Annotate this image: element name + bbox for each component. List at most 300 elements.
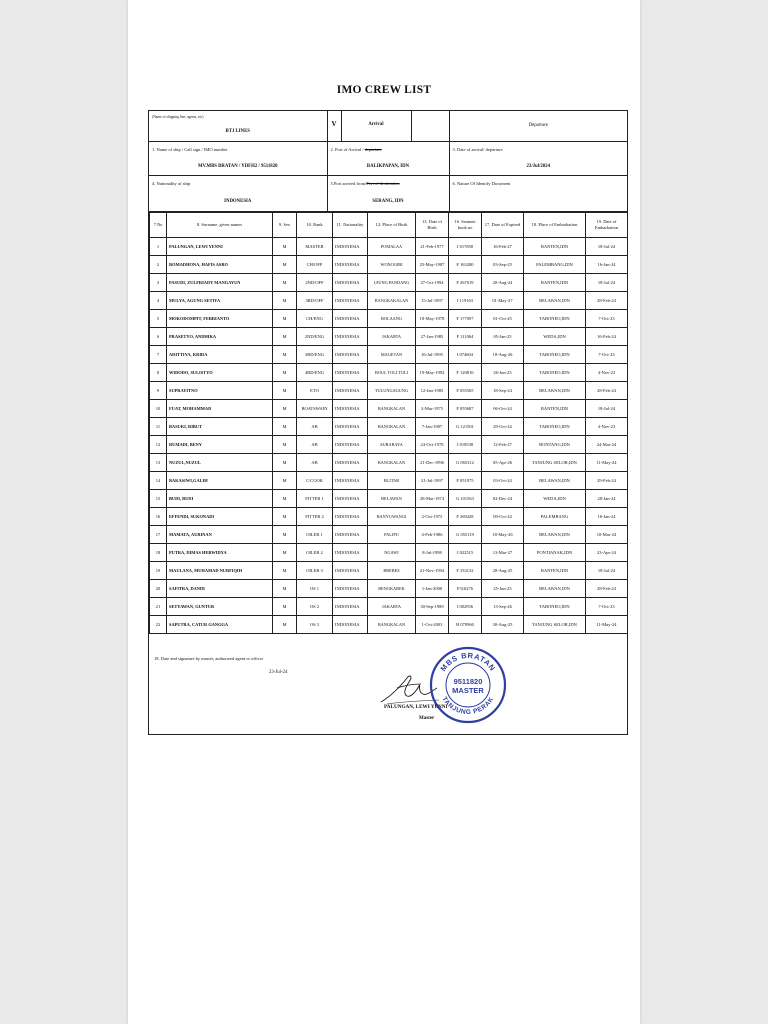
crew-place-of-birth: BANYUWANGI — [368, 508, 416, 526]
crew-book-expiry: 05-Jan-25 — [482, 328, 524, 346]
master-stamp — [429, 646, 507, 724]
crew-nationality: INDONESIA — [333, 364, 368, 382]
crew-sex: M — [273, 256, 297, 274]
crew-seamen-book: F 120816 — [449, 364, 482, 382]
crew-seamen-book: J 022515 — [449, 544, 482, 562]
crew-name: RUMADI, BENY — [167, 436, 273, 454]
row-number: 17 — [150, 526, 167, 544]
crew-seamen-book: F 177097 — [449, 310, 482, 328]
crew-name: MAMATA, AURINAN — [167, 526, 273, 544]
crew-embarkation-date: 11-May-24 — [586, 454, 628, 472]
table-row — [150, 562, 628, 580]
stamp-port-text: TANJUNG PERAK — [440, 695, 496, 717]
row-number: 11 — [150, 418, 167, 436]
crew-book-expiry: 05-Apr-26 — [482, 454, 524, 472]
crew-place-of-birth: JAKARTA — [368, 328, 416, 346]
row-number: 4 — [150, 292, 167, 310]
crew-embarkation-date: 28-Feb-24 — [586, 382, 628, 400]
crew-rank: OS 3 — [297, 616, 333, 634]
crew-date-of-birth: 2-Oct-1975 — [416, 508, 449, 526]
crew-nationality: INDONESIA — [333, 436, 368, 454]
crew-rank: AB — [297, 436, 333, 454]
crew-sex: M — [273, 364, 297, 382]
crew-sex: M — [273, 238, 297, 256]
crew-nationality: INDONESIA — [333, 472, 368, 490]
agent-hint: (Name of shipping line, agents, etc) — [152, 115, 204, 119]
crew-date-of-birth: 19-May-1992 — [416, 364, 449, 382]
column-header: 12. Place of Birth — [368, 213, 416, 238]
port-label: 2. Port of Arrival / departure — [330, 146, 382, 152]
crew-nationality: INDONESIA — [333, 616, 368, 634]
crew-date-of-birth: 21-Nov-1994 — [416, 562, 449, 580]
crew-book-expiry: 18-Aug-26 — [482, 346, 524, 364]
crew-book-expiry: 29-Oct-24 — [482, 418, 524, 436]
column-header: 13. Date of Birth — [416, 213, 449, 238]
crew-embarkation-date: 18-Jul-24 — [586, 238, 628, 256]
crew-place-of-birth: BANGKALAN — [368, 454, 416, 472]
crew-embarkation-place: BELAWAN,IDN — [524, 382, 586, 400]
crew-book-expiry: 13-Mar-27 — [482, 544, 524, 562]
crew-embarkation-date: 24-Mar-24 — [586, 436, 628, 454]
svg-text:TANJUNG PERAK — [440, 696, 495, 716]
row-number: 19 — [150, 562, 167, 580]
crew-name: BUDI, BUDI — [167, 490, 273, 508]
row-number: 8 — [150, 364, 167, 382]
crew-seamen-book: I 002956 — [449, 598, 482, 616]
crew-rank: 3RD/OFF — [297, 292, 333, 310]
table-row — [150, 616, 628, 634]
crew-book-expiry: 18-May-26 — [482, 526, 524, 544]
crew-sex: M — [273, 310, 297, 328]
signer-role: Master — [419, 716, 435, 721]
crew-sex: M — [273, 274, 297, 292]
table-row — [150, 598, 628, 616]
crew-embarkation-place: BANTEN,IDN — [524, 400, 586, 418]
crew-nationality: INDONESIA — [333, 580, 368, 598]
crew-date-of-birth: 12-Jan-1985 — [416, 382, 449, 400]
crew-embarkation-date: 11-May-24 — [586, 616, 628, 634]
crew-book-expiry: 30-Aug-25 — [482, 616, 524, 634]
crew-name: PRASETYO, ANDHIKA — [167, 328, 273, 346]
crew-date-of-birth: 18-May-1978 — [416, 310, 449, 328]
crew-name: SUPRAYITNO — [167, 382, 273, 400]
crew-rank: 2ND/ENG — [297, 328, 333, 346]
crew-book-expiry: 28-Aug-25 — [482, 562, 524, 580]
stamp-ship-text: MBS BRATAN — [438, 650, 498, 673]
crew-rank: 2ND/OFF — [297, 274, 333, 292]
crew-sex: M — [273, 580, 297, 598]
table-row — [150, 292, 628, 310]
row-number: 18 — [150, 544, 167, 562]
crew-seamen-book: F 055565 — [449, 382, 482, 400]
table-row — [150, 526, 628, 544]
row-number: 10 — [150, 400, 167, 418]
crew-nationality: INDONESIA — [333, 400, 368, 418]
crew-embarkation-date: 4-Nov-23 — [586, 418, 628, 436]
column-header: 10. Rank — [297, 213, 333, 238]
crew-nationality: INDONESIA — [333, 328, 368, 346]
table-row — [150, 238, 628, 256]
crew-date-of-birth: 2-Mar-1975 — [416, 400, 449, 418]
crew-nationality: INDONESIA — [333, 238, 368, 256]
crew-embarkation-place: TABONEO,IDN — [524, 364, 586, 382]
crew-nationality: INDONESIA — [333, 490, 368, 508]
crew-nationality: INDONESIA — [333, 310, 368, 328]
arrival-check-cell — [327, 111, 341, 141]
crew-seamen-book: F 055687 — [449, 400, 482, 418]
crew-rank: FITTER 1 — [297, 490, 333, 508]
crew-place-of-birth: TULUNGAGUNG — [368, 382, 416, 400]
nationality-value: INDONESIA — [224, 198, 252, 204]
crew-rank: CH/OFF — [297, 256, 333, 274]
crew-place-of-birth: BANGKALAN — [368, 616, 416, 634]
crew-nationality: INDONESIA — [333, 418, 368, 436]
crew-place-of-birth: BENGKAREK — [368, 580, 416, 598]
crew-date-of-birth: 21-Feb-1977 — [416, 238, 449, 256]
ship-label: 1. Name of ship / Call sign / IMO number — [152, 146, 228, 152]
table-row — [150, 580, 628, 598]
crew-book-expiry: 12-Feb-27 — [482, 436, 524, 454]
crew-embarkation-place: TABONEO,IDN — [524, 346, 586, 364]
arrival-label: Arrival — [368, 122, 384, 127]
crew-place-of-birth: SURABAYA — [368, 436, 416, 454]
crew-embarkation-place: BONTANG,IDN — [524, 436, 586, 454]
crew-nationality: INDONESIA — [333, 382, 368, 400]
port-value: BALIKPAPAN, IDN — [366, 163, 410, 169]
crew-table — [149, 212, 628, 634]
crew-embarkation-place: BELAWAN,IDN — [524, 472, 586, 490]
crew-name: SAFITRA, DANDI — [167, 580, 273, 598]
crew-date-of-birth: 21-Jul-1997 — [416, 472, 449, 490]
row-number: 13 — [150, 454, 167, 472]
crew-book-expiry: 02-Dec-24 — [482, 490, 524, 508]
arrived-from-label: 5.Port arrived from/Port of destination — [330, 180, 400, 186]
crew-embarkation-date: 7-Oct-23 — [586, 310, 628, 328]
crew-place-of-birth: WONOGIRI — [368, 256, 416, 274]
crew-rank: C/COOK — [297, 472, 333, 490]
crew-book-expiry: 25-Jun-25 — [482, 580, 524, 598]
crew-date-of-birth: 16-Jul-1995 — [416, 346, 449, 364]
crew-date-of-birth: 7-Jan-1987 — [416, 418, 449, 436]
crew-embarkation-date: 29-Feb-24 — [586, 472, 628, 490]
crew-place-of-birth: NGAWI — [368, 544, 416, 562]
arrival-cell — [341, 111, 411, 141]
crew-sex: M — [273, 544, 297, 562]
row-number: 22 — [150, 616, 167, 634]
crew-rank: OILER 3 — [297, 562, 333, 580]
crew-nationality: INDONESIA — [333, 508, 368, 526]
table-row — [150, 508, 628, 526]
crew-embarkation-place: TANJUNG SELOR,IDN — [524, 616, 586, 634]
crew-sex: M — [273, 562, 297, 580]
crew-date-of-birth: 15-Jul-1997 — [416, 292, 449, 310]
port-cell — [327, 141, 449, 175]
crew-embarkation-place: TABONEO,IDN — [524, 310, 586, 328]
table-row — [150, 454, 628, 472]
row-number: 14 — [150, 472, 167, 490]
crew-embarkation-date: 4-Nov-23 — [586, 364, 628, 382]
crew-book-expiry: 18-Sep-24 — [482, 382, 524, 400]
crew-nationality: INDONESIA — [333, 598, 368, 616]
crew-sex: M — [273, 508, 297, 526]
crew-place-of-birth: BELAWAN — [368, 490, 416, 508]
crew-name: WIDODO, SULISTYO — [167, 364, 273, 382]
column-header: 19. Date of Embarkation — [586, 213, 628, 238]
column-header: 8. Surname, given names — [167, 213, 273, 238]
crew-book-expiry: 26-Jun-25 — [482, 364, 524, 382]
crew-sex: M — [273, 328, 297, 346]
crew-rank: CH/ENG — [297, 310, 333, 328]
crew-embarkation-place: TABONEO,IDN — [524, 418, 586, 436]
crew-embarkation-place: BELAWAN,IDN — [524, 580, 586, 598]
crew-book-expiry: 03-Oct-24 — [482, 472, 524, 490]
nationality-cell — [149, 175, 327, 211]
signature-date: 23-Jul-24 — [269, 670, 288, 675]
column-header: 9. Sex — [273, 213, 297, 238]
table-row — [150, 436, 628, 454]
crew-embarkation-date: 18-Jul-24 — [586, 274, 628, 292]
crew-rank: 4RD/ENG — [297, 364, 333, 382]
crew-sex: M — [273, 346, 297, 364]
crew-sex: M — [273, 436, 297, 454]
crew-seamen-book: H 079960 — [449, 616, 482, 634]
crew-name: SAPUTRA, CATUR GANGGA — [167, 616, 273, 634]
arrived-from-cell — [327, 175, 449, 211]
crew-name: ROMADHONA, HAFIS ASRO — [167, 256, 273, 274]
crew-embarkation-place: PALEMBANG,IDN — [524, 256, 586, 274]
crew-name: ADITTIYA, KRIDA — [167, 346, 273, 364]
crew-embarkation-place: BANTEN,IDN — [524, 238, 586, 256]
crew-name: EFFENDI, SUKONADI — [167, 508, 273, 526]
crew-sex: M — [273, 400, 297, 418]
crew-nationality: INDONESIA — [333, 346, 368, 364]
crew-name: SETYAWAN, GUNTUR — [167, 598, 273, 616]
column-header: 11. Nationality — [333, 213, 368, 238]
crew-date-of-birth: 21-Dec-1996 — [416, 454, 449, 472]
crew-seamen-book: F 111064 — [449, 328, 482, 346]
signer-name: PALUNGAN, LEWI YENNI — [384, 704, 448, 710]
crew-nationality: INDONESIA — [333, 256, 368, 274]
crew-seamen-book: G 101563 — [449, 490, 482, 508]
date-label: 3. Date of arrival/ departure — [452, 146, 503, 152]
crew-list-form — [148, 110, 628, 735]
crew-sex: M — [273, 292, 297, 310]
agent-value: BTJ LINES — [225, 129, 250, 134]
crew-sex: M — [273, 472, 297, 490]
crew-name: BAKASIWI,GALIH — [167, 472, 273, 490]
crew-date-of-birth: 28-Mar-1974 — [416, 490, 449, 508]
crew-rank: AB — [297, 418, 333, 436]
table-row — [150, 418, 628, 436]
crew-nationality: INDONESIA — [333, 544, 368, 562]
crew-seamen-book: F 269428 — [449, 508, 482, 526]
crew-rank: FITTER 2 — [297, 508, 333, 526]
crew-place-of-birth: BANGKAKALAN — [368, 292, 416, 310]
crew-embarkation-date: 18-Jul-24 — [586, 400, 628, 418]
crew-embarkation-date: 16-Jan-24 — [586, 256, 628, 274]
crew-name: NUZUL,NUZUL — [167, 454, 273, 472]
row-number: 5 — [150, 310, 167, 328]
arrived-from-value: SERANG, IDN — [372, 198, 404, 204]
crew-embarkation-date: 7-Oct-23 — [586, 346, 628, 364]
crew-embarkation-date: 28-Feb-24 — [586, 580, 628, 598]
crew-nationality: INDONESIA — [333, 454, 368, 472]
crew-date-of-birth: 27-Oct-1994 — [416, 274, 449, 292]
row-number: 21 — [150, 598, 167, 616]
row-number: 2 — [150, 256, 167, 274]
row-number: 16 — [150, 508, 167, 526]
crew-place-of-birth: PALIPU — [368, 526, 416, 544]
crew-rank: ETO — [297, 382, 333, 400]
crew-name: MAULANA, MUHAMAD NURFIQIH — [167, 562, 273, 580]
nationality-label: 4. Nationality of ship — [152, 180, 191, 186]
table-row — [150, 382, 628, 400]
crew-sex: M — [273, 382, 297, 400]
crew-embarkation-place: PALEMBANG — [524, 508, 586, 526]
row-number: 1 — [150, 238, 167, 256]
crew-embarkation-place: WEDA,IDN — [524, 490, 586, 508]
column-header: 16. Seamen book no — [449, 213, 482, 238]
crew-place-of-birth: BOLAANG — [368, 310, 416, 328]
table-row — [150, 364, 628, 382]
crew-place-of-birth: BANGKALAN — [368, 418, 416, 436]
crew-seamen-book: G 121501 — [449, 418, 482, 436]
crew-book-expiry: 06-Oct-24 — [482, 400, 524, 418]
crew-embarkation-date: 18-Jul-24 — [586, 562, 628, 580]
crew-embarkation-date: 7-Oct-23 — [586, 598, 628, 616]
crew-seamen-book: F 267019 — [449, 274, 482, 292]
row-number: 9 — [150, 382, 167, 400]
document-title: IMO CREW LIST — [336, 84, 432, 96]
crew-rank: AB — [297, 454, 333, 472]
crew-sex: M — [273, 526, 297, 544]
column-header: 18. Place of Embarkation — [524, 213, 586, 238]
crew-sex: M — [273, 454, 297, 472]
header-table — [149, 111, 627, 212]
crew-book-expiry: 16-Feb-27 — [482, 238, 524, 256]
crew-date-of-birth: 1-Oct-2003 — [416, 616, 449, 634]
crew-embarkation-place: BELAWAN,IDN — [524, 292, 586, 310]
document-page — [128, 0, 640, 1024]
departure-cell — [449, 111, 627, 141]
identity-label: 6. Nature Of Identify Document — [452, 180, 511, 186]
crew-seamen-book: F 051975 — [449, 472, 482, 490]
crew-book-expiry: 20-Aug-24 — [482, 274, 524, 292]
crew-nationality: INDONESIA — [333, 274, 368, 292]
crew-rank: 3RD/ENG — [297, 346, 333, 364]
crew-book-expiry: 03-Sep-25 — [482, 256, 524, 274]
crew-embarkation-place: TANJUNG SELOR,IDN — [524, 454, 586, 472]
ship-value: MV.MBS BRATAN / YDFH2 / 9511820 — [197, 163, 278, 169]
signature-label: 18. Date and signature by master, authorized agent or officer — [154, 656, 264, 661]
date-cell — [449, 141, 627, 175]
crew-nationality: INDONESIA — [333, 526, 368, 544]
crew-seamen-book: G 065312 — [449, 454, 482, 472]
table-row — [150, 472, 628, 490]
crew-place-of-birth: BANGKALAN — [368, 400, 416, 418]
crew-name: MOKODOMPIT, FEBRIANTO — [167, 310, 273, 328]
crew-seamen-book: I 074604 — [449, 346, 482, 364]
departure-check-cell — [411, 111, 449, 141]
crew-place-of-birth: BOUL TOLI TOLI — [368, 364, 416, 382]
crew-date-of-birth: 4-Feb-1986 — [416, 526, 449, 544]
crew-embarkation-place: TABONEO,IDN — [524, 598, 586, 616]
crew-name: PALUNGAN, LEWI YENNI — [167, 238, 273, 256]
crew-date-of-birth: 30-Sep-1989 — [416, 598, 449, 616]
crew-embarkation-place: BANTEN,IDN — [524, 562, 586, 580]
crew-nationality: INDONESIA — [333, 292, 368, 310]
row-number: 12 — [150, 436, 167, 454]
row-number: 6 — [150, 328, 167, 346]
stamp-imo-text: 9511820 — [453, 677, 483, 686]
row-number: 7 — [150, 346, 167, 364]
crew-date-of-birth: 1-Jan-2000 — [416, 580, 449, 598]
crew-place-of-birth: BREBES — [368, 562, 416, 580]
identity-cell — [449, 175, 627, 211]
crew-name: PUTRA, DIMAS HERWIDYA — [167, 544, 273, 562]
crew-rank: BOATSWAIN — [297, 400, 333, 418]
crew-book-expiry: 01-May-27 — [482, 292, 524, 310]
crew-date-of-birth: 8-Jul-1998 — [416, 544, 449, 562]
crew-sex: M — [273, 616, 297, 634]
crew-body — [150, 238, 628, 634]
crew-rank: MASTER — [297, 238, 333, 256]
crew-embarkation-date: 10-Mar-24 — [586, 526, 628, 544]
ship-cell — [149, 141, 327, 175]
crew-place-of-birth: MAGETAN — [368, 346, 416, 364]
column-header: 17. Date of Expired — [482, 213, 524, 238]
crew-name: PASUDI, ZULFRIADY MANGAYUN — [167, 274, 273, 292]
crew-seamen-book: J 017850 — [449, 238, 482, 256]
crew-rank: OS 2 — [297, 598, 333, 616]
departure-label: Departure — [528, 123, 548, 128]
crew-embarkation-place: BANTEN,IDN — [524, 274, 586, 292]
table-row — [150, 400, 628, 418]
crew-embarkation-date: 16-Feb-24 — [586, 328, 628, 346]
table-row — [150, 310, 628, 328]
crew-embarkation-place: WEDA,IDN — [524, 328, 586, 346]
crew-seamen-book: F 163280 — [449, 256, 482, 274]
crew-seamen-book: F316276 — [449, 580, 482, 598]
crew-seamen-book: G 055119 — [449, 526, 482, 544]
crew-embarkation-date: 28-Feb-24 — [586, 292, 628, 310]
crew-book-expiry: 01-Oct-25 — [482, 310, 524, 328]
crew-book-expiry: 09-Oct-24 — [482, 508, 524, 526]
crew-embarkation-place: PONTIANAK,IDN — [524, 544, 586, 562]
table-row — [150, 544, 628, 562]
crew-place-of-birth: BLITAR — [368, 472, 416, 490]
column-header: 7.No — [150, 213, 167, 238]
table-row — [150, 346, 628, 364]
table-row — [150, 256, 628, 274]
arrival-check-mark: V — [331, 120, 337, 128]
crew-place-of-birth: UJUNG PANDANG — [368, 274, 416, 292]
stamp-title-text: MASTER — [452, 686, 484, 695]
crew-embarkation-date: 23-Apr-24 — [586, 544, 628, 562]
crew-nationality: INDONESIA — [333, 562, 368, 580]
crew-embarkation-place: BELAWAN,IDN — [524, 526, 586, 544]
crew-sex: M — [273, 418, 297, 436]
table-row — [150, 274, 628, 292]
crew-embarkation-date: 16-Jan-24 — [586, 508, 628, 526]
agent-cell — [149, 111, 327, 141]
row-number: 3 — [150, 274, 167, 292]
crew-rank: OILER 2 — [297, 544, 333, 562]
crew-seamen-book: J 018538 — [449, 436, 482, 454]
crew-embarkation-date: 28-Jan-24 — [586, 490, 628, 508]
crew-place-of-birth: JAKARTA — [368, 598, 416, 616]
date-value: 23/Jul/2024 — [526, 163, 550, 169]
